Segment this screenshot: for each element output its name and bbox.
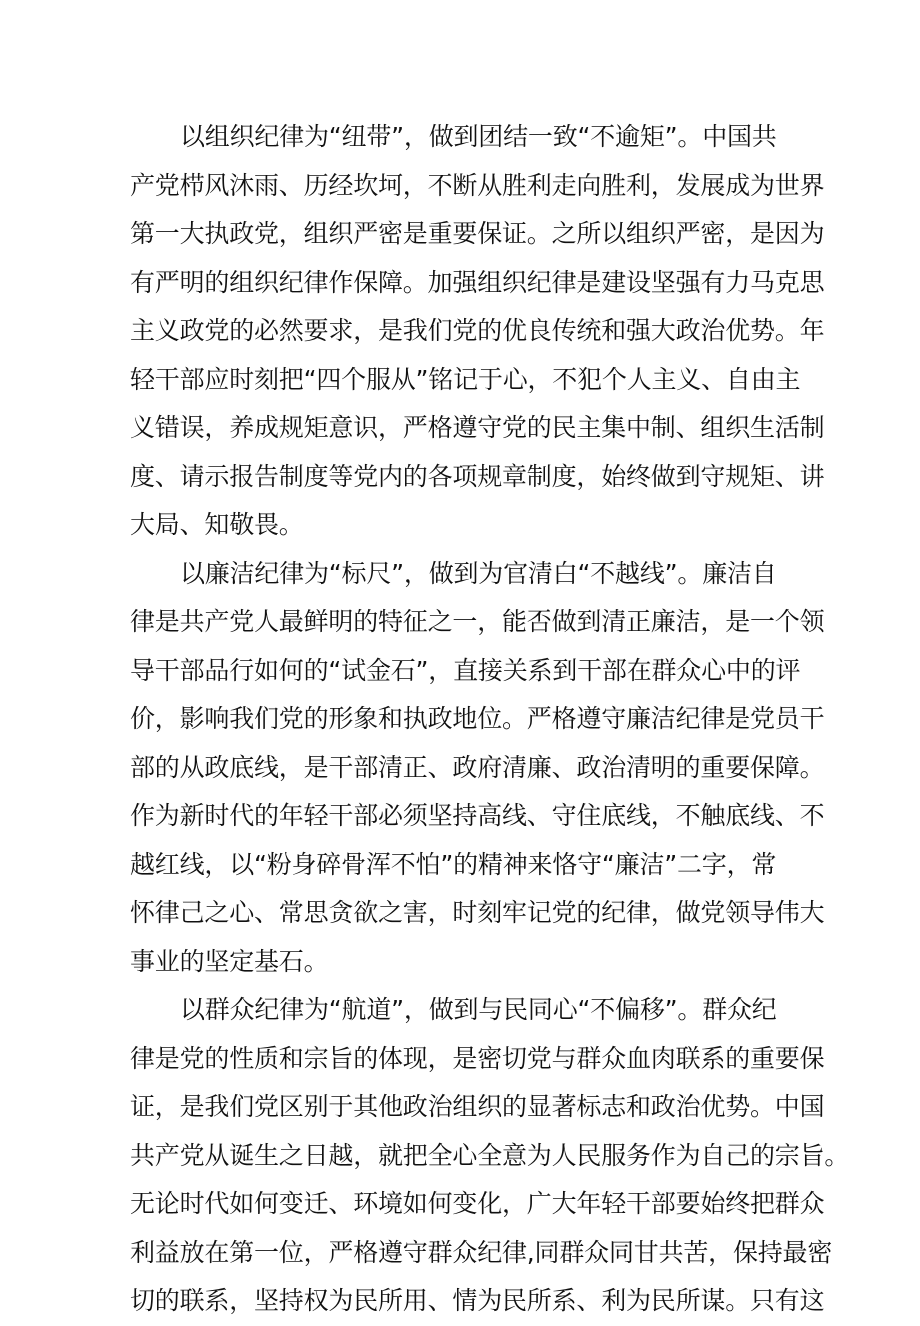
text-line: 产党栉风沐雨、历经坎坷，不断从胜利走向胜利，发展成为世界: [130, 170, 825, 200]
text-line: 度、请示报告制度等党内的各项规章制度，始终做到守规矩、讲: [130, 461, 825, 491]
text-line: 价，影响我们党的形象和执政地位。严格遵守廉洁纪律是党员干: [130, 704, 825, 733]
document-body: [130, 113, 850, 1326]
text-line: 义错误，养成规矩意识，严格遵守党的民主集中制、组织生活制: [130, 413, 825, 442]
text-line: 切的联系，坚持权为民所用、情为民所系、利为民所谋。只有这: [130, 1286, 825, 1315]
text-line: 证，是我们党区别于其他政治组织的显著标志和政治优势。中国: [130, 1092, 825, 1121]
text-line: 主义政党的必然要求，是我们党的优良传统和强大政治优势。年: [130, 316, 825, 345]
paragraph-mass-discipline: [130, 986, 850, 1326]
text-line: 导干部品行如何的“试金石”，直接关系到干部在群众心中的评: [130, 655, 801, 685]
text-line: 无论时代如何变迁、环境如何变化，广大年轻干部要始终把群众: [130, 1189, 825, 1218]
text-line: 有严明的组织纪律作保障。加强组织纪律是建设坚强有力马克思: [130, 267, 825, 297]
text-line: 怀律己之心、常思贪欲之害，时刻牢记党的纪律，做党领导伟大: [130, 898, 825, 927]
text-line: 利益放在第一位，严格遵守群众纪律,同群众同甘共苦，保持最密: [130, 1237, 833, 1267]
text-line: 事业的坚定基石。: [130, 946, 329, 976]
text-line: 部的从政底线，是干部清正、政府清廉、政治清明的重要保障。: [130, 752, 825, 782]
paragraph-integrity-discipline: [130, 550, 825, 987]
text-line: 以组织纪律为“纽带”，做到团结一致“不逾矩”。中国共: [180, 122, 777, 151]
text-line: 大局、知敬畏。: [130, 510, 304, 539]
paragraph-organizational-discipline: [130, 113, 825, 550]
text-line: 轻干部应时刻把“四个服从”铭记于心，不犯个人主义、自由主: [130, 364, 801, 394]
text-line: 律是党的性质和宗旨的体现，是密切党与群众血肉联系的重要保: [130, 1043, 825, 1073]
text-line: 律是共产党人最鲜明的特征之一，能否做到清正廉洁，是一个领: [130, 607, 825, 636]
text-line: 越红线，以“粉身碎骨浑不怕”的精神来恪守“廉洁”二字，常: [130, 849, 777, 879]
text-line: 以廉洁纪律为“标尺”，做到为官清白“不越线”。廉洁自: [180, 558, 777, 588]
text-line: 共产党从诞生之日越，就把全心全意为人民服务作为自己的宗旨。: [130, 1140, 850, 1170]
text-line: 作为新时代的年轻干部必须坚持高线、守住底线，不触底线、不: [130, 801, 825, 830]
text-line: 以群众纪律为“航道”，做到与民同心“不偏移”。群众纪: [180, 995, 777, 1024]
text-line: 第一大执政党，组织严密是重要保证。之所以组织严密，是因为: [130, 219, 825, 248]
